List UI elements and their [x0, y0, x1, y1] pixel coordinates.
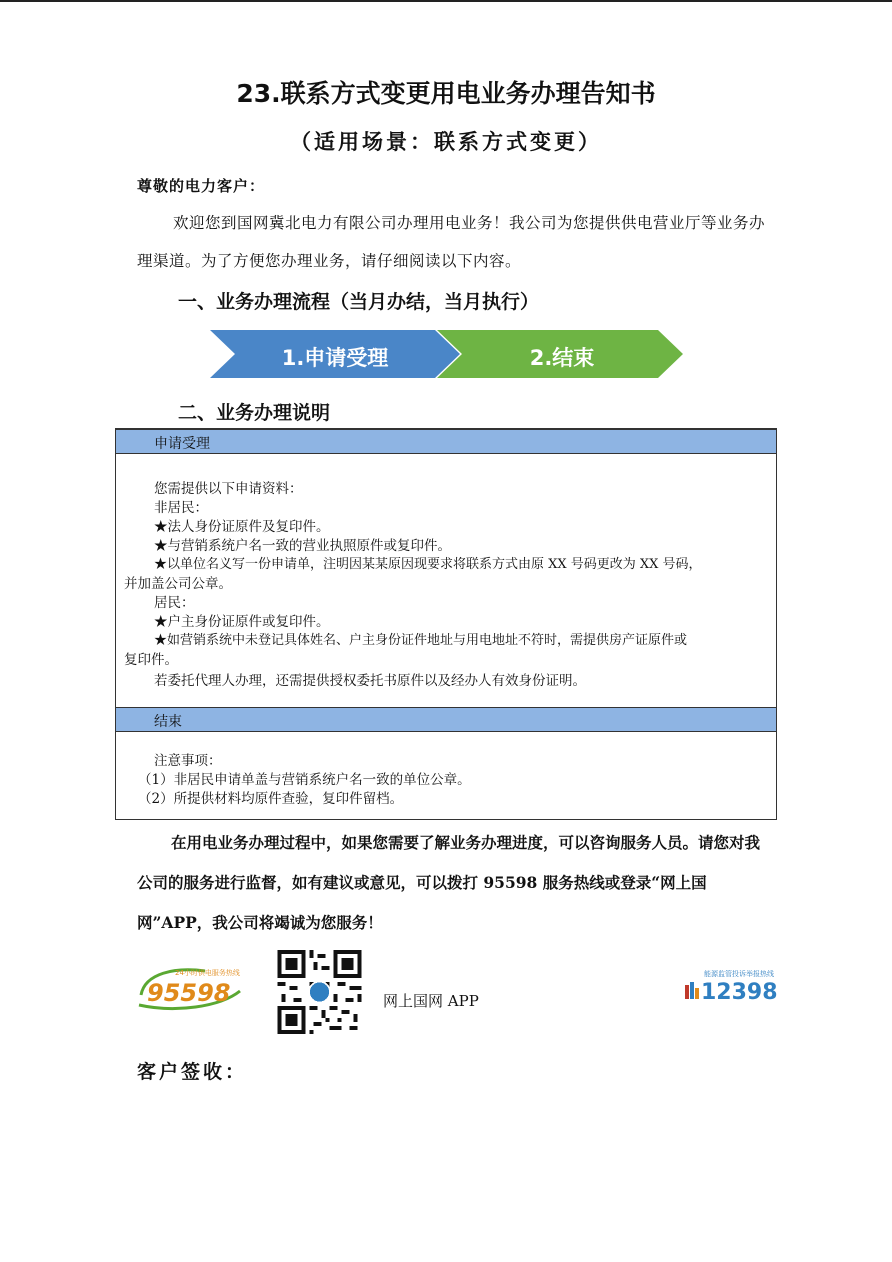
block1-line: 非居民：	[154, 500, 208, 516]
app-label: 网上国网 APP	[383, 992, 479, 1010]
block1-line: ★如营销系统中未登记具体姓名、户主身份证件地址与用电地址不符时，需提供房产证原件或	[154, 633, 688, 648]
95598-number: 95598	[147, 979, 231, 1007]
section2-heading: 二、业务办理说明	[178, 402, 331, 424]
salutation: 尊敬的电力客户：	[137, 177, 266, 195]
block1-line: ★与营销系统户名一致的营业执照原件或复印件。	[154, 538, 451, 554]
12398-hotline-logo	[684, 968, 780, 1004]
flow-step-1-label: 1.申请受理	[281, 346, 389, 370]
page-title: 23.联系方式变更用电业务办理告知书	[236, 79, 656, 108]
block1-line: 居民：	[154, 595, 195, 611]
block1-title: 申请受理	[154, 436, 210, 452]
block2-line: （2）所提供材料均原件查验，复印件留档。	[138, 791, 404, 807]
block2-title: 结束	[154, 714, 182, 730]
qr-code-icon	[277, 950, 362, 1034]
block1-line: ★户主身份证原件或复印件。	[154, 614, 330, 630]
95598-tagline: 24小时供电服务热线	[175, 969, 240, 977]
block1-line: ★法人身份证原件及复印件。	[154, 519, 330, 535]
12398-tagline: 能源监管投诉举报热线	[704, 970, 774, 978]
block1-line: 若委托代理人办理，还需提供授权委托书原件以及经办人有效身份证明。	[154, 673, 586, 689]
block2-header	[116, 707, 776, 732]
closing-paragraph: 在用电业务办理过程中，如果您需要了解业务办理进度，可以咨询服务人员。请您对我公司的服务进行监督，如有建议或意见，可以拨打 95598 服务热线或登录“网上国网”APP，我公司将竭诚为您服务！	[137, 833, 761, 932]
95598-hotline-logo	[135, 965, 247, 1011]
section1-heading: 一、业务办理流程（当月办结，当月执行）	[178, 291, 540, 313]
block1-header	[116, 429, 776, 454]
block1-line: 复印件。	[124, 652, 178, 668]
page-subtitle: （适用场景：联系方式变更）	[290, 129, 602, 154]
block1-line: 您需提供以下申请资料：	[154, 481, 303, 497]
block1-line: 并加盖公司公章。	[124, 576, 232, 592]
top-border	[0, 0, 892, 2]
explanation-table	[115, 428, 777, 820]
block1-line: ★以单位名义写一份申请单，注明因某某原因现要求将联系方式由原 XX 号码更改为 XX 号码，	[154, 557, 702, 572]
block2-line: 注意事项：	[154, 753, 222, 769]
12398-number: 12398	[701, 980, 778, 1004]
intro-paragraph: 欢迎您到国网冀北电力有限公司办理用电业务！我公司为您提供供电营业厅等业务办理渠道。为了方便您办理业务，请仔细阅读以下内容。	[137, 214, 766, 270]
signature-label: 客户签收：	[137, 1061, 248, 1083]
flow-step-2-label: 2.结束	[529, 346, 595, 370]
block2-line: （1）非居民申请单盖与营销系统户名一致的单位公章。	[138, 772, 471, 788]
